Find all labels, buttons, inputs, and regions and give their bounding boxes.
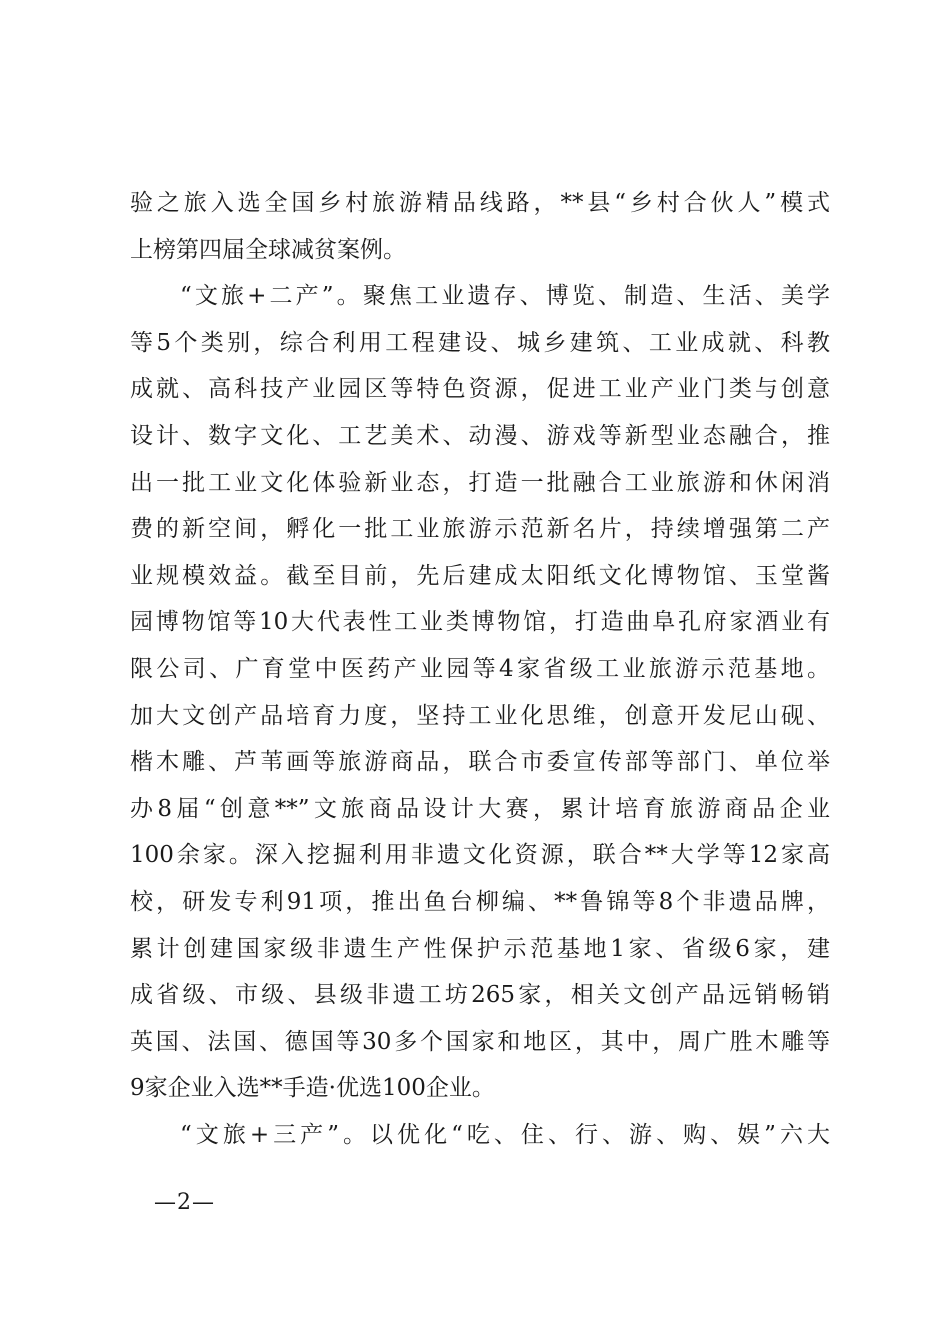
paragraph-start-line: “文旅+三产”。以优化“吃、住、行、游、购、娱”六大 [180, 1121, 830, 1148]
text-line: 设计、数字文化、工艺美术、动漫、游戏等新型业态融合，推 [130, 422, 830, 449]
text-line: 9家企业入选**手造·优选100企业。 [130, 1075, 495, 1102]
text-line: 校，研发专利91项，推出鱼台柳编、**鲁锦等8个非遗品牌， [130, 888, 830, 915]
text-line: 成省级、市级、县级非遗工坊265家，相关文创产品远销畅销 [130, 982, 830, 1009]
text-line: 上榜第四届全球减贫案例。 [130, 236, 406, 263]
text-line: 限公司、广育堂中医药产业园等4家省级工业旅游示范基地。 [130, 655, 830, 682]
text-line: 出一批工业文化体验新业态，打造一批融合工业旅游和休闲消 [130, 469, 830, 496]
text-line: 园博物馆等10大代表性工业类博物馆，打造曲阜孔府家酒业有 [130, 609, 830, 636]
text-line: 累计创建国家级非遗生产性保护示范基地1家、省级6家，建 [130, 935, 830, 962]
text-line: 费的新空间，孵化一批工业旅游示范新名片，持续增强第二产 [130, 516, 830, 543]
text-line: 加大文创产品培育力度，坚持工业化思维，创意开发尼山砚、 [130, 702, 830, 729]
text-line: 业规模效益。截至目前，先后建成太阳纸文化博物馆、玉堂酱 [130, 562, 830, 589]
page-number: —2— [154, 1190, 215, 1215]
text-line: 等5个类别，综合利用工程建设、城乡建筑、工业成就、科教 [130, 329, 830, 356]
text-line: 英国、法国、德国等30多个国家和地区，其中，周广胜木雕等 [130, 1028, 830, 1055]
body-text [130, 180, 830, 1158]
text-line: 100余家。深入挖掘利用非遗文化资源，联合**大学等12家高 [130, 842, 830, 869]
text-line: 成就、高科技产业园区等特色资源，促进工业产业门类与创意 [130, 376, 830, 403]
text-line: 办8届“创意**”文旅商品设计大赛，累计培育旅游商品企业 [130, 795, 830, 822]
text-line: 楷木雕、芦苇画等旅游商品，联合市委宣传部等部门、单位举 [130, 749, 830, 776]
text-line: 验之旅入选全国乡村旅游精品线路，**县“乡村合伙人”模式 [130, 190, 830, 216]
paragraph-start-line: “文旅+二产”。聚焦工业遗存、博览、制造、生活、美学 [180, 283, 830, 310]
